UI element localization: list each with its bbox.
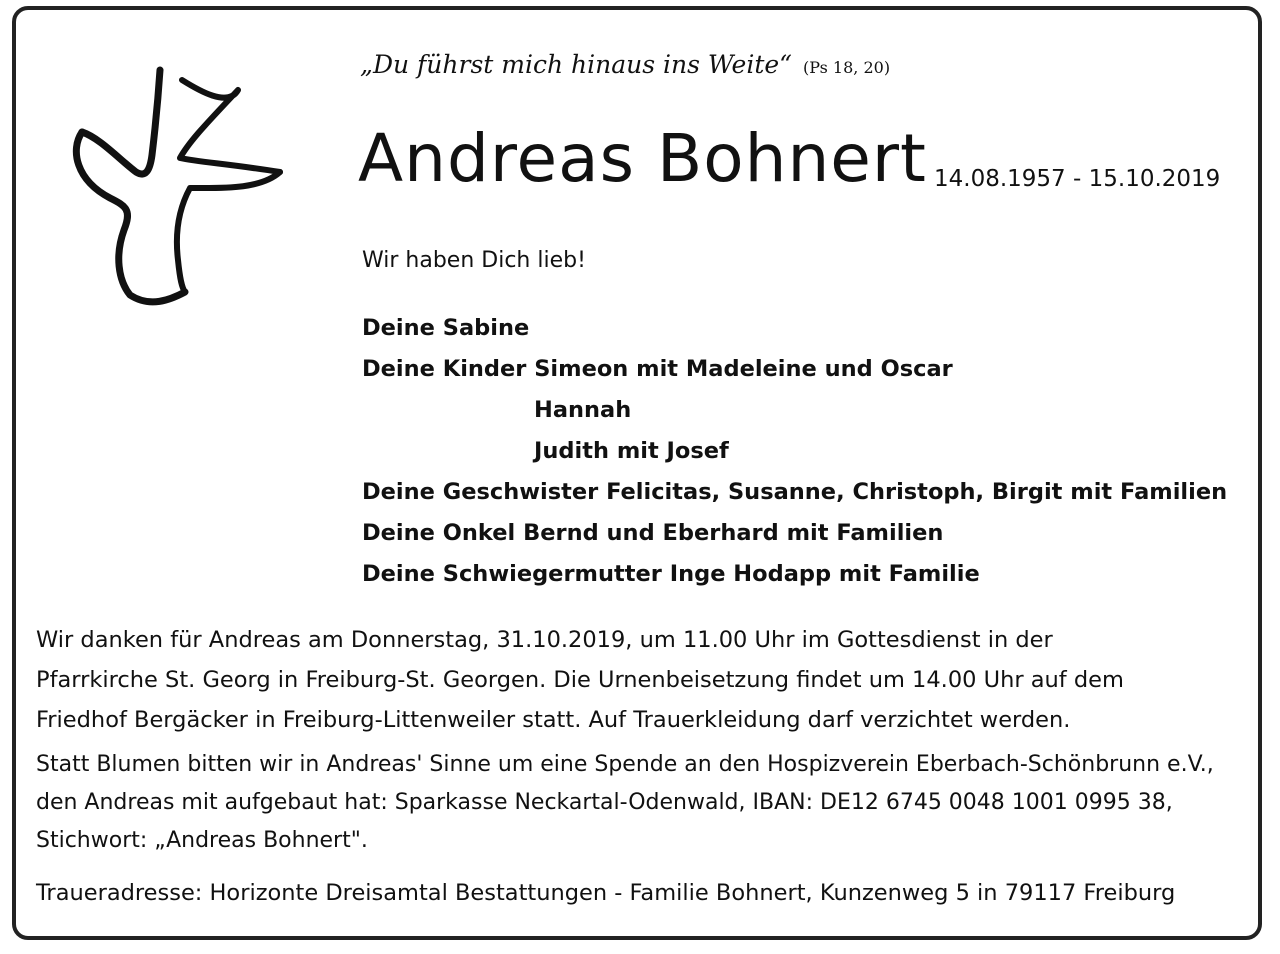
donation-line: Statt Blumen bitten wir in Andreas' Sinne um eine Spende an den Hospizverein Eberbach-Schönbrunn e.V., bbox=[36, 752, 1214, 777]
mourners-list bbox=[362, 308, 1227, 595]
quote-reference: (Ps 18, 20) bbox=[803, 58, 891, 77]
mourning-address: Traueradresse: Horizonte Dreisamtal Bestattungen - Familie Bohnert, Kunzenweg 5 in 79117 Freiburg bbox=[36, 880, 1176, 906]
service-announcement bbox=[36, 620, 1256, 740]
donation-request bbox=[36, 746, 1256, 860]
service-line: Friedhof Bergäcker in Freiburg-Littenweiler statt. Auf Trauerkleidung darf verzichtet werden. bbox=[36, 707, 1071, 733]
deceased-name: Andreas Bohnert bbox=[358, 120, 927, 197]
donation-line: den Andreas mit aufgebaut hat: Sparkasse Neckartal-Odenwald, IBAN: DE12 6745 0048 1001 0995 38, bbox=[36, 790, 1173, 815]
mourner-line: Deine Kinder Simeon mit Madeleine und Oscar bbox=[362, 356, 953, 382]
dove-cross-icon bbox=[60, 60, 290, 310]
mourner-line: Deine Geschwister Felicitas, Susanne, Christoph, Birgit mit Familien bbox=[362, 479, 1228, 505]
love-message: Wir haben Dich lieb! bbox=[362, 248, 586, 273]
service-line: Pfarrkirche St. Georg in Freiburg-St. Georgen. Die Urnenbeisetzung findet um 14.00 Uhr auf dem bbox=[36, 667, 1124, 693]
mourner-line: Judith mit Josef bbox=[534, 438, 729, 464]
bible-quote bbox=[360, 50, 890, 79]
mourner-line: Deine Sabine bbox=[362, 315, 530, 341]
quote-text: „Du führst mich hinaus ins Weite“ bbox=[360, 50, 792, 79]
donation-line: Stichwort: „Andreas Bohnert". bbox=[36, 828, 368, 853]
mourner-line: Deine Schwiegermutter Inge Hodapp mit Familie bbox=[362, 561, 980, 587]
life-dates: 14.08.1957 - 15.10.2019 bbox=[934, 166, 1221, 192]
service-line: Wir danken für Andreas am Donnerstag, 31.10.2019, um 11.00 Uhr im Gottesdienst in der bbox=[36, 627, 1053, 653]
mourner-line: Hannah bbox=[534, 397, 632, 423]
mourner-line: Deine Onkel Bernd und Eberhard mit Familien bbox=[362, 520, 944, 546]
